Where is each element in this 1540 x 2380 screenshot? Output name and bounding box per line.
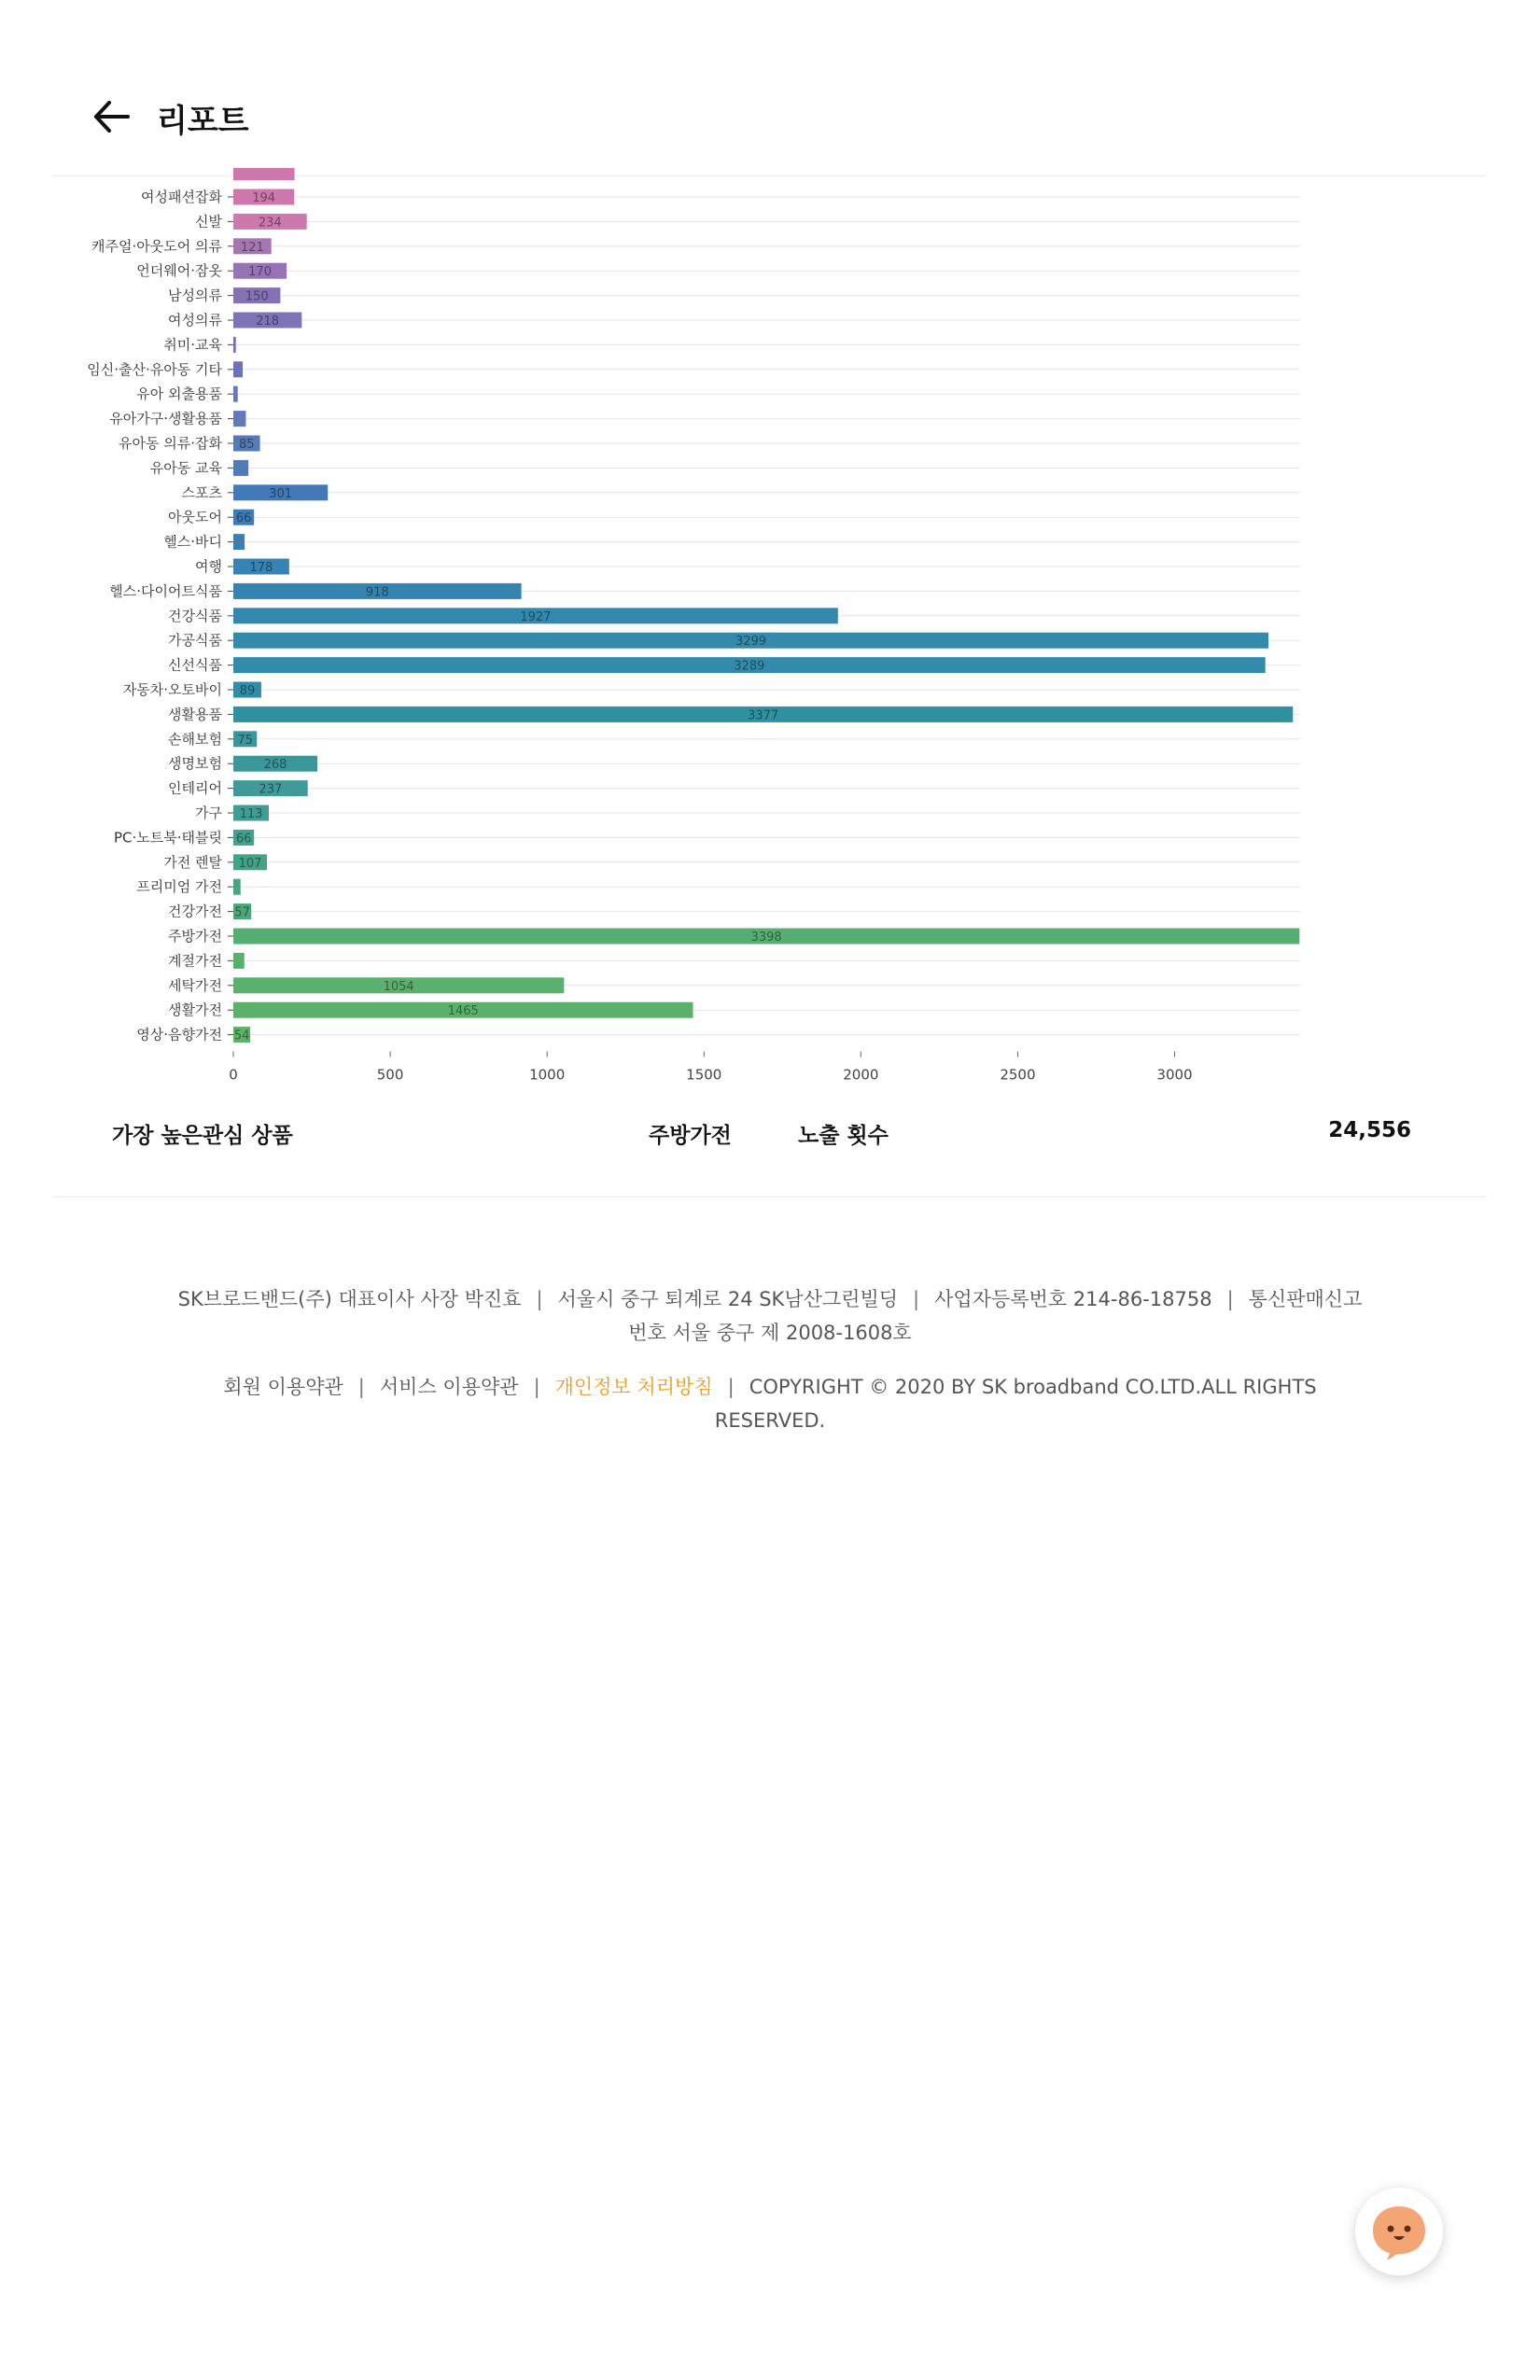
y-tick-label: 생활용품 <box>168 706 222 723</box>
y-tick-label: 가구 <box>195 805 222 821</box>
data-label: 54 <box>233 1029 250 1043</box>
app-header <box>0 0 1540 177</box>
y-tick-label: 취미·교육 <box>163 336 222 354</box>
page-title: 리포트 <box>157 103 249 140</box>
y-tick-label: 유아동 교육 <box>149 459 222 477</box>
y-tick-label: PC·노트북·태블릿 <box>114 829 222 847</box>
chart-area <box>53 168 1487 1101</box>
data-label: 237 <box>259 782 283 797</box>
x-tick-label: 1000 <box>529 1066 566 1084</box>
y-tick-label: 신선식품 <box>168 656 222 674</box>
data-label: 66 <box>235 511 252 526</box>
y-tick-label: 건강가전 <box>168 903 222 920</box>
data-label: 170 <box>248 265 272 280</box>
footer-address: 서울시 중구 퇴계로 24 SK남산그린빌딩 <box>557 1288 899 1310</box>
y-tick-label: 임신·출산·유아동 기타 <box>87 360 222 378</box>
footer-company-info: SK브로드밴드(주) 대표이사 사장 박진효 | 서울시 중구 퇴계로 24 SK남산그린빌딩 | 사업자등록번호 214-86-18758 | 통신판매신고 <box>177 1288 1363 1310</box>
footer-links: 회원 이용약관 | 서비스 이용약관 | 개인정보 처리방침 | COPYRIGHT © 2020 BY SK broadband CO.LTD.ALL RIGHTS <box>223 1376 1317 1398</box>
data-label: 3289 <box>734 659 765 674</box>
x-tick-label: 2500 <box>1000 1066 1036 1084</box>
y-tick-label: 건강식품 <box>168 607 222 624</box>
y-tick-label: 신발 <box>195 213 222 231</box>
bar <box>233 411 245 427</box>
member-terms-link[interactable]: 회원 이용약관 <box>223 1376 343 1398</box>
arrow-left-icon <box>89 93 135 140</box>
data-label: 1465 <box>447 1004 479 1019</box>
data-label: 1927 <box>520 609 552 624</box>
footer-company: SK브로드밴드(주) 대표이사 사장 박진효 <box>177 1288 522 1310</box>
data-label: 1054 <box>383 979 414 994</box>
bar <box>233 534 245 550</box>
data-label: 3299 <box>735 635 767 650</box>
top-interest-label: 가장 높은관심 상품 <box>112 1124 293 1148</box>
y-tick-label: 캐주얼·아웃도어 의류 <box>91 237 222 255</box>
data-label: 3398 <box>750 931 782 945</box>
y-tick-label: 가공식품 <box>168 632 222 650</box>
bar <box>233 953 245 969</box>
data-label: 57 <box>234 905 250 920</box>
bar <box>233 337 236 353</box>
data-label: 66 <box>235 832 252 847</box>
y-tick-label: 인테리어 <box>168 779 222 797</box>
x-tick-label: 2000 <box>843 1066 879 1084</box>
bar-chart <box>53 168 1487 1101</box>
y-tick-label: 유아 외출용품 <box>136 385 222 403</box>
y-tick-label: 주방가전 <box>168 928 222 945</box>
x-tick-label: 500 <box>376 1066 404 1084</box>
y-tick-label: 여행 <box>195 558 222 575</box>
data-label: 107 <box>238 856 262 871</box>
y-tick-label: 생명보험 <box>168 755 222 773</box>
y-tick-label: 영상·음향가전 <box>136 1026 222 1043</box>
data-label: 3377 <box>748 708 779 723</box>
y-tick-label: 여성패션잡화 <box>141 189 222 205</box>
data-label: 918 <box>365 585 389 600</box>
data-label: 75 <box>237 733 253 748</box>
top-interest-value: 주방가전 <box>649 1124 732 1148</box>
data-label: 89 <box>239 684 256 698</box>
y-tick-label: 유아동 의류·잡화 <box>119 435 222 452</box>
y-tick-label: 스포츠 <box>181 483 222 501</box>
chatbot-button[interactable] <box>1355 2188 1443 2275</box>
data-label: 301 <box>269 486 293 501</box>
bar <box>233 460 248 476</box>
y-tick-label: 헬스·바디 <box>163 533 222 551</box>
y-tick-label: 남성의류 <box>168 287 222 304</box>
bar <box>233 361 243 377</box>
y-tick-label: 헬스·다이어트식품 <box>109 582 222 600</box>
y-tick-label: 가전 렌탈 <box>163 853 222 871</box>
footer-copyright-rest: RESERVED. <box>714 1409 826 1432</box>
y-tick-label: 손해보험 <box>168 730 222 748</box>
footer-biz-number: 사업자등록번호 214-86-18758 <box>934 1288 1212 1310</box>
data-label: 113 <box>239 807 263 821</box>
data-label: 194 <box>252 191 276 205</box>
x-tick-label: 0 <box>229 1066 238 1084</box>
privacy-policy-link[interactable]: 개인정보 처리방침 <box>554 1376 713 1398</box>
data-label: 121 <box>240 240 264 255</box>
bar-partial <box>233 168 295 180</box>
y-tick-label: 유아가구·생활용품 <box>109 410 222 427</box>
bar <box>233 386 238 402</box>
y-tick-label: 생활가전 <box>168 1001 222 1019</box>
data-label: 178 <box>249 561 273 575</box>
y-tick-label: 프리미엄 가전 <box>136 878 222 896</box>
x-tick-label: 3000 <box>1156 1066 1193 1084</box>
exposure-value: 24,556 <box>1328 1118 1411 1142</box>
y-tick-label: 계절가전 <box>168 952 222 970</box>
bar <box>233 879 241 895</box>
exposure-label: 노출 횟수 <box>798 1124 889 1148</box>
data-label: 218 <box>256 315 280 329</box>
data-label: 85 <box>239 438 255 452</box>
y-tick-label: 자동차·오토바이 <box>122 681 222 698</box>
back-button[interactable] <box>89 93 135 140</box>
chatbot-face-icon <box>1355 2188 1443 2275</box>
footer-copyright: COPYRIGHT © 2020 BY SK broadband CO.LTD.ALL RIGHTS <box>749 1376 1317 1398</box>
footer-telecom-prefix: 통신판매신고 <box>1248 1288 1363 1310</box>
service-terms-link[interactable]: 서비스 이용약관 <box>379 1376 519 1398</box>
y-tick-label: 아웃도어 <box>168 509 222 526</box>
y-tick-label: 언더웨어·잠옷 <box>136 262 222 280</box>
y-tick-label: 여성의류 <box>168 312 222 329</box>
y-tick-label: 세탁가전 <box>168 976 222 994</box>
data-label: 234 <box>258 216 282 231</box>
data-label: 150 <box>245 289 269 304</box>
footer-telecom-number: 번호 서울 중구 제 2008-1608호 <box>628 1322 912 1344</box>
data-label: 268 <box>263 758 287 773</box>
x-tick-label: 1500 <box>686 1066 722 1084</box>
